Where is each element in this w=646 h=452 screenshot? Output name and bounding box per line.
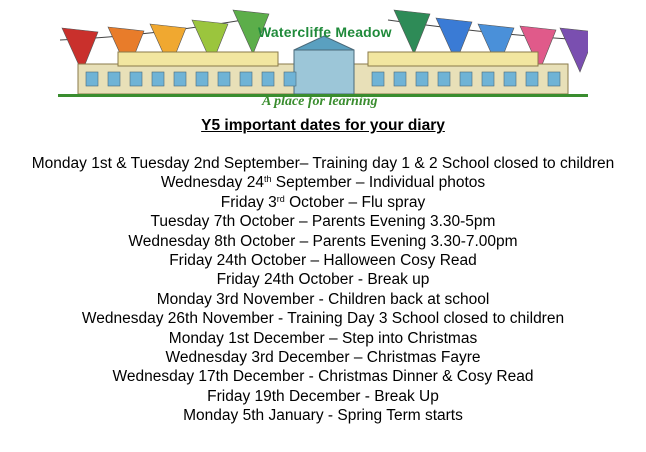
date-item — [0, 387, 646, 406]
ordinal-suffix: th — [263, 174, 272, 185]
window-shape — [438, 72, 450, 86]
date-text: Wednesday 17th December - Christmas Dinner & Cosy Read — [112, 368, 534, 386]
date-item — [0, 367, 646, 386]
window-shape — [416, 72, 428, 86]
window-shape — [460, 72, 472, 86]
window-shape — [372, 72, 384, 86]
window-shape — [152, 72, 164, 86]
window-shape — [130, 72, 142, 86]
date-item — [0, 290, 646, 309]
date-text: Monday 1st December – Step into Christmas — [168, 329, 478, 347]
window-shape — [394, 72, 406, 86]
window-shape — [548, 72, 560, 86]
date-text: Friday 24th October – Halloween Cosy Read — [169, 251, 477, 269]
date-item — [0, 348, 646, 367]
date-text: Wednesday 24 — [160, 174, 264, 192]
date-item — [0, 173, 646, 192]
date-text: Friday 24th October - Break up — [216, 271, 430, 289]
bunting-flag — [394, 10, 430, 54]
window-shape — [108, 72, 120, 86]
page-title: Y5 important dates for your diary — [201, 117, 445, 134]
important-dates-list — [0, 154, 646, 425]
window-shape — [86, 72, 98, 86]
window-shape — [504, 72, 516, 86]
date-text: Monday 3rd November - Children back at school — [156, 290, 490, 308]
date-item — [0, 406, 646, 425]
date-text: Monday 1st & Tuesday 2nd September– Training day 1 & 2 School closed to children — [31, 155, 615, 172]
window-shape — [218, 72, 230, 86]
window-shape — [482, 72, 494, 86]
date-text: September – Individual photos — [271, 174, 486, 192]
window-shape — [196, 72, 208, 86]
window-shape — [262, 72, 274, 86]
ordinal-suffix: rd — [276, 193, 285, 204]
date-text: Friday 19th December - Break Up — [207, 387, 439, 405]
date-text: Wednesday 26th November - Training Day 3 School closed to children — [81, 310, 565, 328]
date-item — [0, 232, 646, 251]
date-item — [0, 154, 646, 173]
date-item — [0, 329, 646, 348]
date-item — [0, 270, 646, 289]
date-item — [0, 251, 646, 270]
window-shape — [174, 72, 186, 86]
date-text: Wednesday 8th October – Parents Evening 3.30-7.00pm — [128, 232, 518, 250]
date-text: Friday 3 — [220, 193, 277, 211]
school-tagline: A place for learning — [262, 94, 378, 109]
window-shape — [240, 72, 252, 86]
date-item — [0, 212, 646, 231]
date-text: Monday 5th January - Spring Term starts — [183, 407, 463, 425]
date-item — [0, 193, 646, 212]
date-text: October – Flu spray — [284, 193, 426, 211]
school-name: Watercliffe Meadow — [258, 24, 392, 40]
date-item — [0, 309, 646, 328]
window-shape — [284, 72, 296, 86]
window-shape — [526, 72, 538, 86]
date-text: Tuesday 7th October – Parents Evening 3.30-5pm — [150, 213, 496, 231]
date-text: Wednesday 3rd December – Christmas Fayre — [165, 348, 481, 366]
